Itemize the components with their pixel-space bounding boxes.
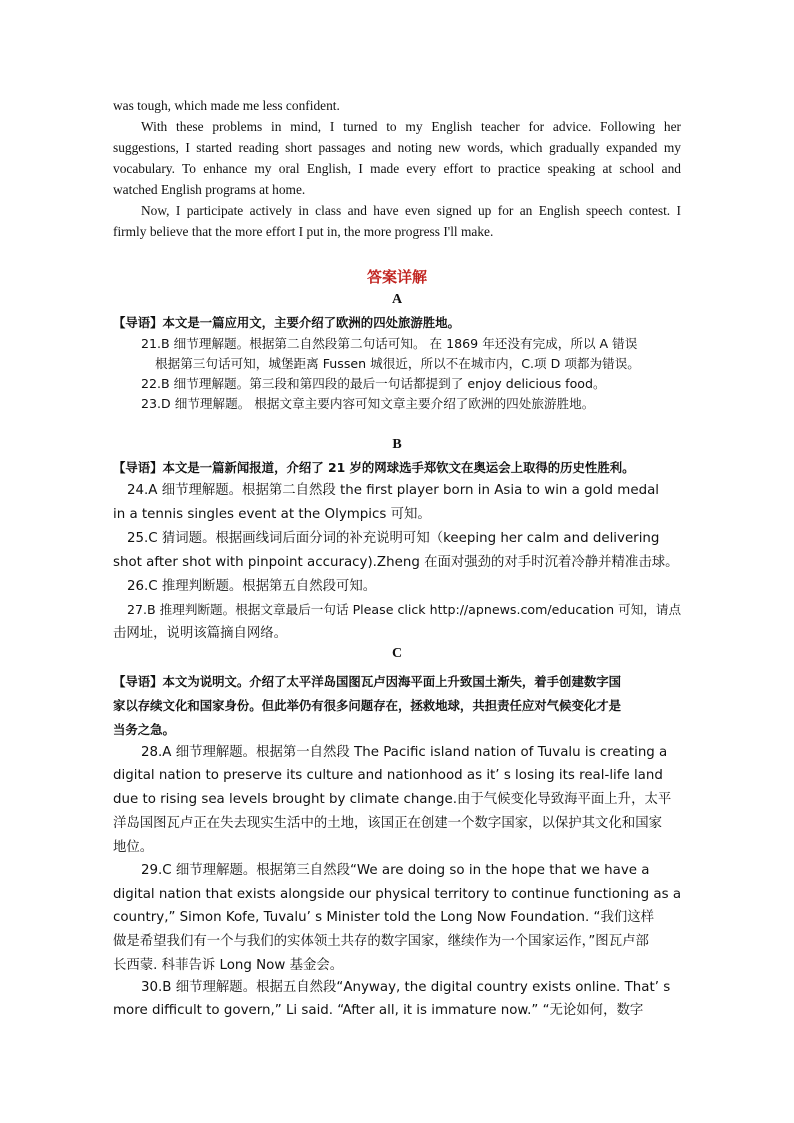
- section-b-lead: 【导语】本文是一篇新闻报道，介绍了 21 岁的网球选手郑钦文在奥运会上取得的历史性胜利。: [113, 460, 635, 475]
- essay-line: was tough, which made me less confident.: [113, 98, 340, 113]
- answer-line: 21.B 细节理解题。根据第二自然段第二句话可知。 在 1869 年还没有完成，所以 A 错误: [141, 336, 638, 351]
- answer-line: digital nation that exists alongside our physical territory to continue functioning as a: [113, 887, 681, 902]
- answer-line: 28.A 细节理解题。根据第一自然段 The Pacific island nation of Tuvalu is creating a: [141, 745, 668, 760]
- answer-line: 30.B 细节理解题。根据五自然段“Anyway, the digital country exists online. That’ s: [141, 980, 671, 995]
- essay-line: Now, I participate actively in class and have even signed up for an English speech contest. I: [141, 203, 681, 218]
- answer-line: 长西蒙. 科菲告诉 Long Now 基金会。: [113, 958, 344, 973]
- section-a-label: A: [391, 292, 403, 307]
- answer-line: 27.B 推理判断题。根据文章最后一句话 Please click http://apnews.com/education 可知，请点: [127, 602, 682, 617]
- essay-line: With these problems in mind, I turned to my English teacher for advice. Following her: [141, 119, 681, 134]
- answer-line: country,” Simon Kofe, Tuvalu’ s Minister told the Long Now Foundation. “我们这样: [113, 910, 655, 925]
- answer-line: due to rising sea levels brought by climate change.由于气候变化导致海平面上升，太平: [113, 792, 672, 807]
- answer-line: in a tennis singles event at the Olympics 可知。: [113, 507, 431, 522]
- answer-line: more difficult to govern,” Li said. “After all, it is immature now.” “无论如何，数字: [113, 1003, 644, 1018]
- answer-line: shot after shot with pinpoint accuracy).Zheng 在面对强劲的对手时沉着冷静并精准击球。: [113, 555, 679, 570]
- answer-line: 22.B 细节理解题。第三段和第四段的最后一句话都提到了 enjoy delicious food。: [141, 376, 606, 391]
- answer-line: 地位。: [113, 840, 154, 855]
- essay-line: firmly believe that the more effort I put in, the more progress I'll make.: [113, 224, 494, 239]
- essay-line: suggestions, I started reading short passages and noting new words, which gradually expanded my: [113, 140, 681, 155]
- answer-line: 做是希望我们有一个与我们的实体领土共存的数字国家，继续作为一个国家运作，”图瓦卢部: [113, 934, 649, 949]
- answer-line: 根据第三句话可知，城堡距离 Fussen 城很近，所以不在城市内，C.项 D 项都为错误。: [155, 356, 640, 371]
- essay-line: vocabulary. To enhance my oral English, I made every effort to practice speaking at school and: [113, 161, 681, 176]
- answer-line: 洋岛国图瓦卢正在失去现实生活中的土地，该国正在创建一个数字国家，以保护其文化和国家: [113, 816, 663, 831]
- answer-line: 26.C 推理判断题。根据第五自然段可知。: [127, 579, 377, 594]
- answer-line: 23.D 细节理解题。 根据文章主要内容可知文章主要介绍了欧洲的四处旅游胜地。: [141, 396, 595, 411]
- answers-title: 答案详解: [366, 268, 427, 286]
- answer-line: 24.A 细节理解题。根据第二自然段 the first player born in Asia to win a gold medal: [127, 483, 659, 498]
- section-b-label: B: [392, 437, 402, 452]
- section-c-lead-line: 当务之急。: [113, 722, 175, 737]
- section-a-lead: 【导语】本文是一篇应用文，主要介绍了欧洲的四处旅游胜地。: [113, 315, 460, 330]
- answer-line: 击网址，说明该篇摘自网络。: [113, 626, 288, 641]
- answer-line: digital nation to preserve its culture and nationhood as it’ s losing its real-life land: [113, 768, 663, 783]
- essay-line: watched English programs at home.: [113, 182, 306, 197]
- section-c-lead-line: 【导语】本文为说明文。介绍了太平洋岛国图瓦卢因海平面上升致国土渐失，着手创建数字国: [113, 674, 622, 689]
- answer-line: 25.C 猜词题。根据画线词后面分词的补充说明可知（keeping her calm and delivering: [127, 531, 660, 546]
- section-c-label: C: [391, 646, 403, 661]
- section-c-lead-line: 家以存续文化和国家身份。但此举仍有很多问题存在，拯救地球，共担责任应对气候变化才是: [113, 698, 622, 713]
- answer-line: 29.C 细节理解题。根据第三自然段“We are doing so in the hope that we have a: [141, 863, 650, 878]
